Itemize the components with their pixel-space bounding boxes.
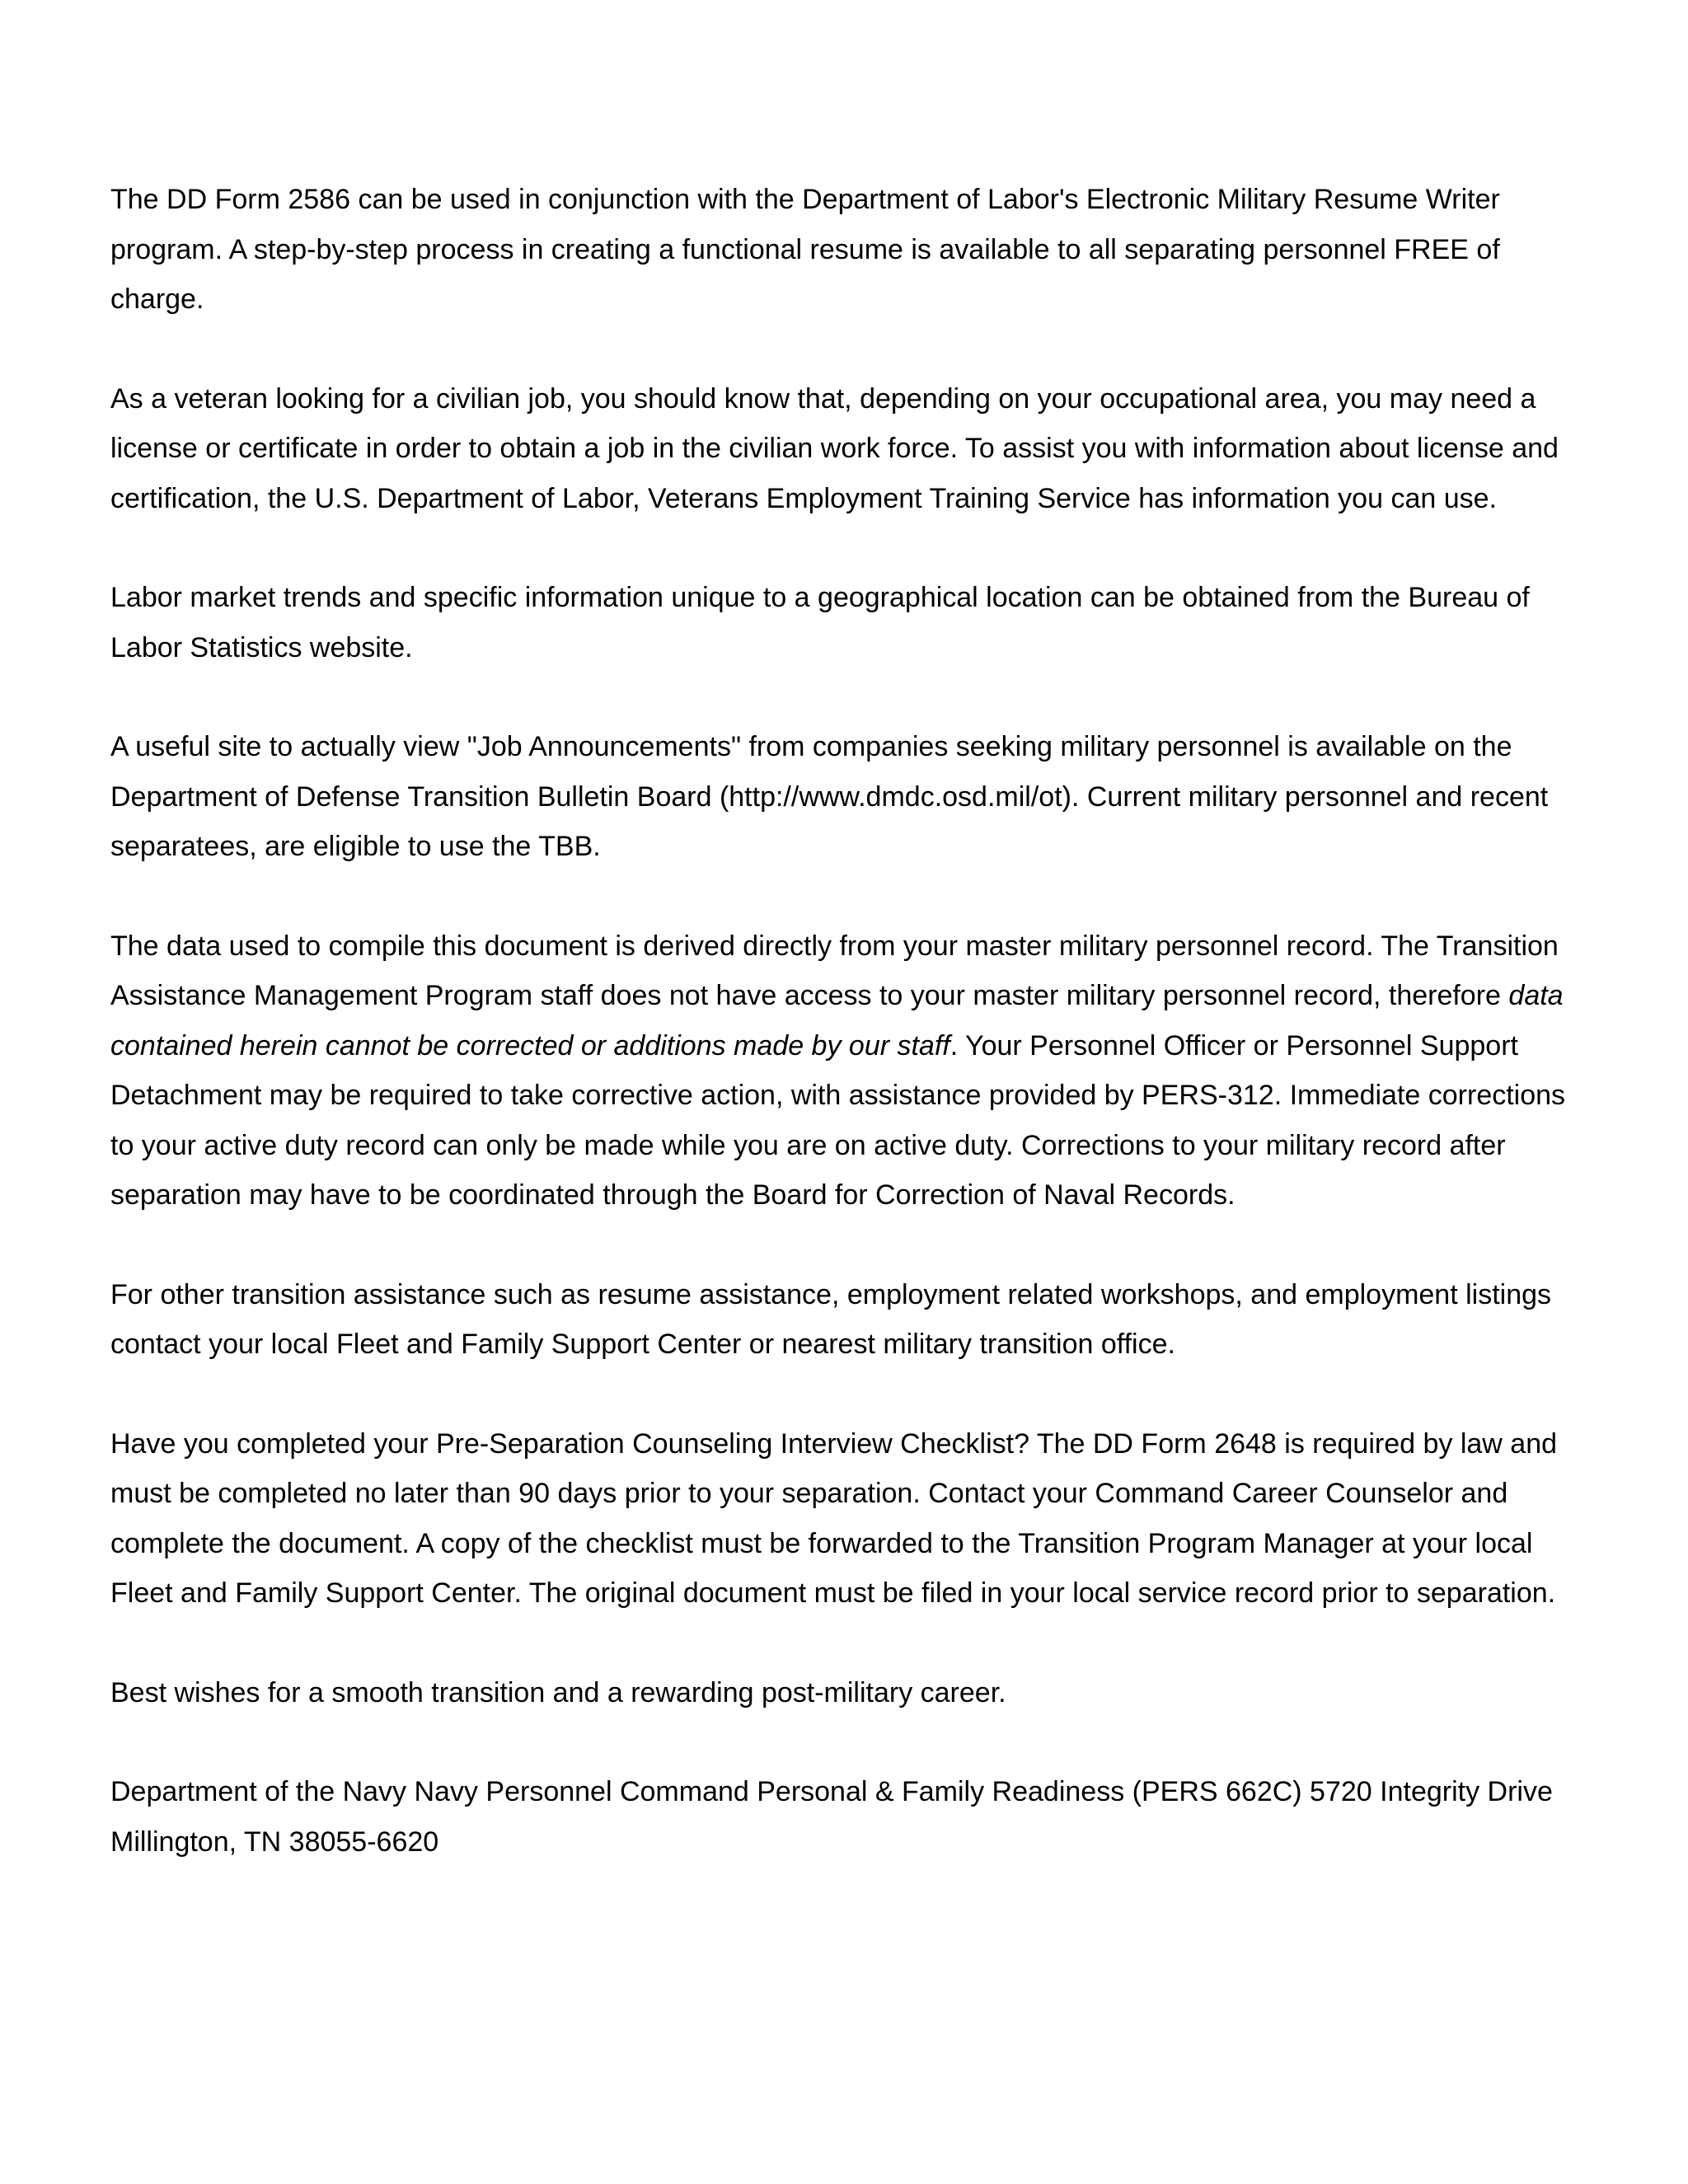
paragraph-license-certification: As a veteran looking for a civilian job, you should know that, depending on your occupational area, you may need a license or certificate in order to obtain a job in the civilian work force. To assist you with information about license and certification, the U.S. Department of Labor, Veterans Employment Training Service has information you can use. [110,382,1559,514]
paragraph-resume-writer: The DD Form 2586 can be used in conjunction with the Department of Labor's Electronic Military Resume Writer program. A step-by-step process in creating a functional resume is available to all separating personnel FREE of charge. [110,184,1500,315]
paragraph-pre-separation-checklist: Have you completed your Pre-Separation Counseling Interview Checklist? The DD Form 2648 is required by law and must be completed no later than 90 days prior to your separation. Contact your Command Career Counselor and complete the document. A copy of the checklist must be forwarded to the Transition Program Manager at your local Fleet and Family Support Center. The original document must be filed in your local service record prior to separation. [110,1427,1558,1609]
paragraph-data-source [110,921,1586,1221]
data-source-italic-text: data contained herein cannot be corrected or additions made by our staff [110,980,1564,1062]
paragraph-address: Department of the Navy Navy Personnel Command Personal & Family Readiness (PERS 662C) 5720 Integrity Drive Millington, TN 38055-6620 [110,1776,1553,1858]
paragraph-job-announcements: A useful site to actually view "Job Announcements" from companies seeking military personnel is available on the Department of Defense Transition Bulletin Board (http://www.dmdc.osd.mil/ot). Current military personnel and recent separatees, are eligible to use the TBB. [110,731,1549,862]
paragraph-transition-assistance: For other transition assistance such as resume assistance, employment related workshops, and employment listings contact your local Fleet and Family Support Center or nearest military transition office. [110,1278,1552,1360]
paragraph-best-wishes: Best wishes for a smooth transition and a rewarding post-military career. [110,1676,1006,1708]
paragraph-labor-market: Labor market trends and specific information unique to a geographical location can be obtained from the Bureau of Labor Statistics website. [110,582,1530,663]
data-source-text-before: The data used to compile this document is derived directly from your master military personnel record. The Transition Assistance Management Program staff does not have access to your master military personnel record, therefore [110,930,1559,1011]
document-body [110,175,1586,1867]
data-source-text-after: . Your Personnel Officer or Personnel Support Detachment may be required to take corrective action, with assistance provided by PERS-312. Immediate corrections to your active duty record can only be made while you are on active duty. Corrections to your military record after separation may have to be coordinated through the Board for Correction of Naval Records. [110,1029,1566,1211]
